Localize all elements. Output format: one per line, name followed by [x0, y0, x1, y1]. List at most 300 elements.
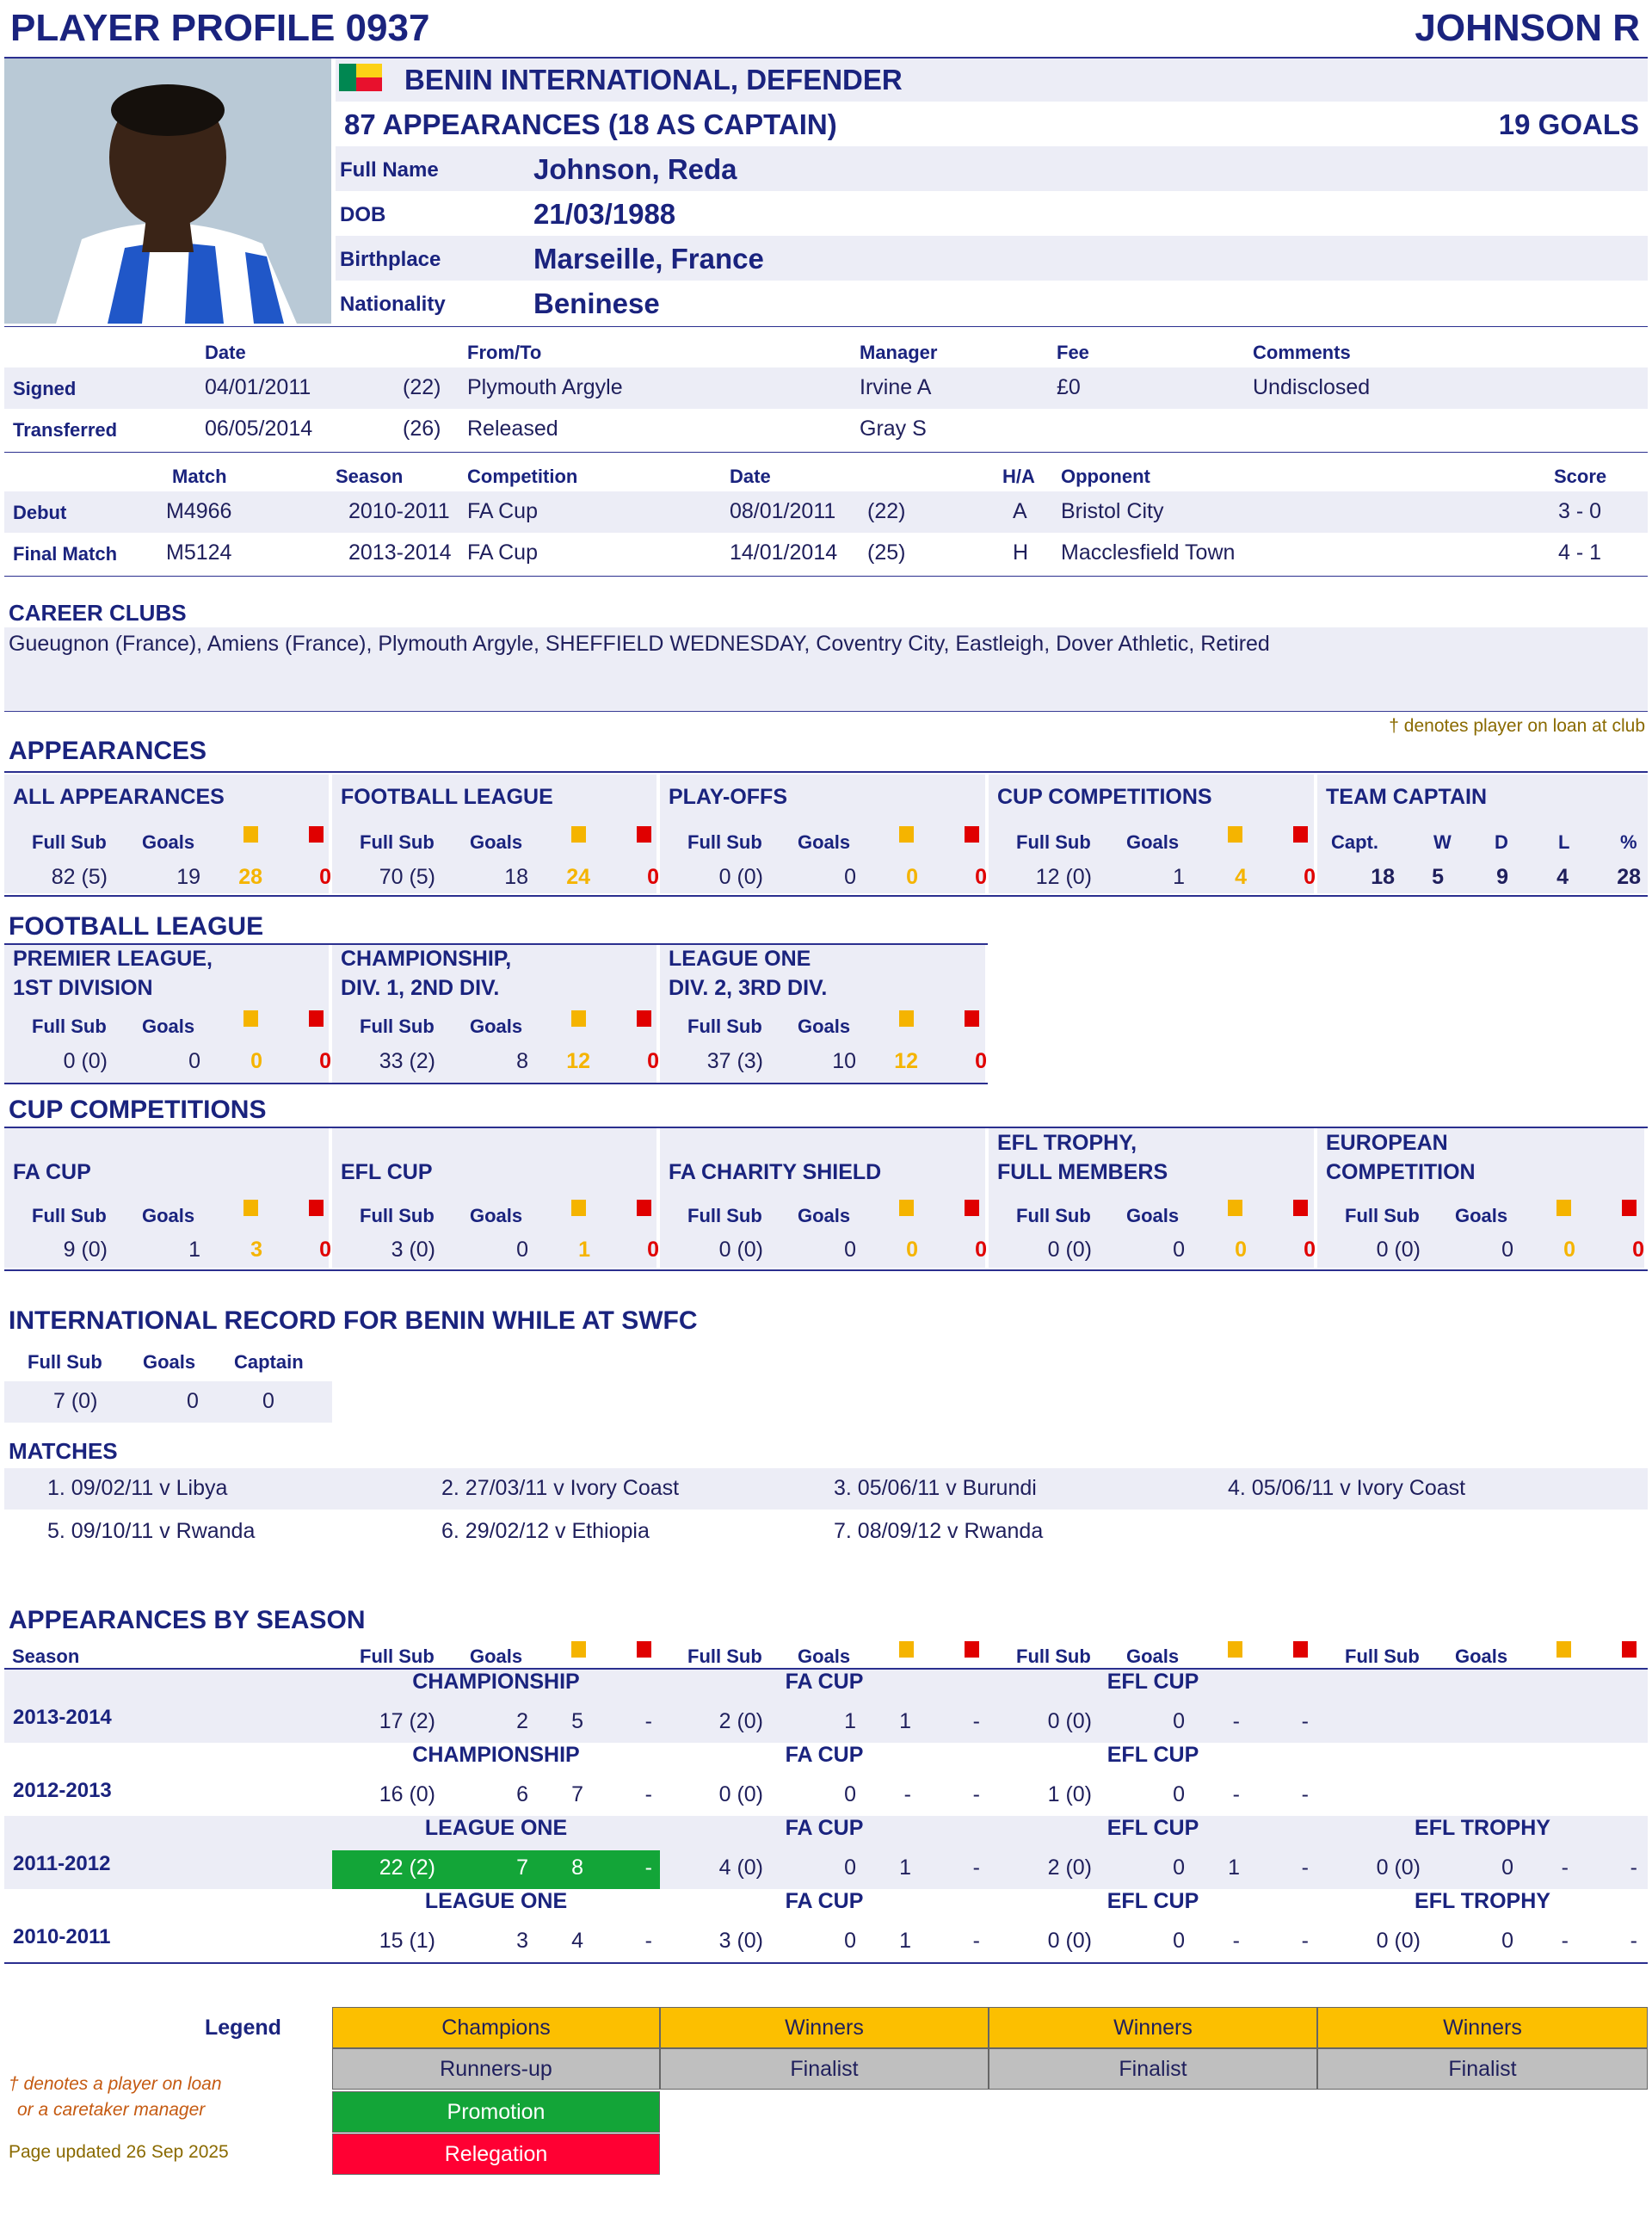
- yellow-cards-value: 0: [906, 865, 918, 889]
- full-sub-value: 37 (3): [706, 1049, 763, 1073]
- col-header-goals: Goals: [470, 831, 523, 853]
- stat-block: [332, 1128, 660, 1268]
- stat-block-title: FA CUP: [13, 1160, 91, 1184]
- comments: Undisclosed: [1253, 375, 1371, 399]
- stat-block-title: 1ST DIVISION: [13, 976, 153, 1000]
- transfer-row-signed: [4, 367, 1648, 409]
- red-cards-value: -: [1301, 1709, 1309, 1733]
- yellow-cards-value: 3: [250, 1238, 262, 1262]
- yellow-cards-value: 0: [1235, 1238, 1247, 1262]
- season-col-header-full-sub: Full Sub: [1345, 1646, 1420, 1667]
- yellow-card-icon: [1556, 1641, 1571, 1658]
- red-card-icon: [309, 1200, 324, 1216]
- goals-value: 19: [176, 865, 200, 889]
- goals-value: 1: [844, 1709, 856, 1733]
- page-updated: Page updated 26 Sep 2025: [9, 2142, 229, 2162]
- stat-block-bg: [660, 1128, 985, 1268]
- col-header-full-sub: Full Sub: [1016, 1205, 1091, 1226]
- page-title: PLAYER PROFILE 0937: [10, 7, 430, 49]
- intl-full-sub: 7 (0): [53, 1389, 98, 1413]
- season-col-header-goals: Goals: [470, 1646, 523, 1667]
- col-header-full-sub: Full Sub: [360, 1016, 435, 1037]
- age: (22): [403, 375, 441, 399]
- full-sub-value: 0 (0): [718, 865, 763, 889]
- captain-col-header: D: [1495, 831, 1508, 853]
- red-cards-value: 0: [975, 1238, 987, 1262]
- col-header-goals: Goals: [470, 1205, 523, 1226]
- competition-name: CHAMPIONSHIP: [412, 1670, 580, 1694]
- intl-matches-row-1: [4, 1468, 1648, 1510]
- yellow-card-icon: [1228, 1641, 1242, 1658]
- red-cards-value: 0: [319, 865, 331, 889]
- captain-col-header: Capt.: [1331, 831, 1378, 853]
- yellow-card-icon: [899, 1641, 914, 1658]
- intl-match: 7. 08/09/12 v Rwanda: [834, 1519, 1044, 1543]
- legend-runners-up: Runners-up: [332, 2048, 660, 2090]
- stat-block: [1317, 1128, 1648, 1268]
- col-header-match: Match: [172, 466, 227, 487]
- total-appearances: 87 APPEARANCES (18 AS CAPTAIN): [344, 108, 837, 140]
- red-cards-value: -: [972, 1929, 980, 1953]
- red-card-icon: [965, 826, 979, 843]
- legend-champions: Champions: [332, 2007, 660, 2048]
- red-card-icon: [1622, 1200, 1637, 1216]
- stat-block: [660, 1128, 989, 1268]
- col-header-comments: Comments: [1253, 342, 1351, 363]
- goals-value: 0: [1173, 1855, 1185, 1880]
- stat-block-title: DIV. 1, 2ND DIV.: [341, 976, 500, 1000]
- competition-name: CHAMPIONSHIP: [412, 1743, 580, 1767]
- legend-title: Legend: [205, 2016, 281, 2040]
- yellow-cards-value: 0: [1563, 1238, 1575, 1262]
- player-photo: [4, 59, 331, 324]
- yellow-card-icon: [243, 826, 258, 843]
- red-cards-value: 0: [319, 1238, 331, 1262]
- yellow-card-icon: [899, 1200, 914, 1216]
- red-card-icon: [965, 1010, 979, 1027]
- full-sub-value: 4 (0): [718, 1855, 763, 1880]
- legend-relegation: Relegation: [332, 2133, 660, 2175]
- role-text: BENIN INTERNATIONAL, DEFENDER: [404, 64, 903, 96]
- yellow-cards-value: 7: [571, 1782, 583, 1806]
- col-header-full-sub: Full Sub: [360, 1205, 435, 1226]
- home-away: A: [1013, 499, 1027, 523]
- yellow-cards-value: -: [1561, 1855, 1569, 1880]
- competition-name: FA CUP: [785, 1889, 864, 1913]
- captain-col-header: %: [1620, 831, 1637, 853]
- red-cards-value: 0: [975, 865, 987, 889]
- date: 06/05/2014: [205, 417, 313, 441]
- red-cards-value: -: [644, 1929, 652, 1953]
- competition-name: FA CUP: [785, 1670, 864, 1694]
- captain-col-value: 28: [1617, 865, 1641, 889]
- season-col-header-goals: Goals: [798, 1646, 851, 1667]
- col-header-fee: Fee: [1057, 342, 1089, 363]
- detail-row: [336, 146, 1648, 191]
- red-card-icon: [1293, 1200, 1308, 1216]
- yellow-cards-value: 5: [571, 1709, 583, 1733]
- competition: FA Cup: [467, 499, 538, 523]
- season-label: 2012-2013: [13, 1779, 112, 1802]
- col-header-season: Season: [336, 466, 404, 487]
- goals-value: 2: [516, 1709, 528, 1733]
- total-goals: 19 GOALS: [1498, 108, 1639, 140]
- manager: Gray S: [860, 417, 927, 441]
- detail-row: [336, 281, 1648, 325]
- goals-value: 0: [1501, 1238, 1513, 1262]
- stat-block: [332, 775, 660, 893]
- legend-promotion: Promotion: [332, 2091, 660, 2133]
- international-title: INTERNATIONAL RECORD FOR BENIN WHILE AT SWFC: [9, 1306, 698, 1335]
- competition-name: FA CUP: [785, 1816, 864, 1840]
- red-cards-value: 0: [1632, 1238, 1644, 1262]
- full-sub-value: 82 (5): [51, 865, 108, 889]
- competition-name: EFL TROPHY: [1415, 1889, 1550, 1913]
- score: 3 - 0: [1558, 499, 1602, 523]
- col-header-goals: Goals: [1126, 831, 1180, 853]
- full-sub-value: 0 (0): [1047, 1238, 1092, 1262]
- red-cards-value: -: [1301, 1855, 1309, 1880]
- full-sub-value: 0 (0): [1047, 1709, 1092, 1733]
- col-header-goals: Goals: [142, 1016, 195, 1037]
- red-cards-value: -: [644, 1709, 652, 1733]
- full-sub-value: 1 (0): [1047, 1782, 1092, 1806]
- goals-value: 10: [832, 1049, 856, 1073]
- season: 2010-2011: [348, 499, 450, 523]
- stat-block-title: FULL MEMBERS: [997, 1160, 1168, 1184]
- full-sub-value: 2 (0): [1047, 1855, 1092, 1880]
- opponent: Macclesfield Town: [1061, 540, 1236, 565]
- full-sub-value: 16 (0): [379, 1782, 435, 1806]
- transfer-row-transferred: [4, 409, 1648, 450]
- red-cards-value: 0: [647, 865, 659, 889]
- detail-label: Full Name: [340, 158, 439, 182]
- competition-name: LEAGUE ONE: [424, 1889, 568, 1913]
- detail-value: Marseille, France: [533, 243, 764, 275]
- red-card-icon: [637, 1641, 651, 1658]
- col-header-ha: H/A: [1002, 466, 1035, 487]
- intl-matches-row-2: [4, 1511, 1648, 1553]
- red-card-icon: [309, 1010, 324, 1027]
- stat-block: [989, 1128, 1317, 1268]
- competition-name: EFL CUP: [1106, 1670, 1199, 1694]
- competition: FA Cup: [467, 540, 538, 565]
- captain-col-header: L: [1558, 831, 1570, 853]
- club: Plymouth Argyle: [467, 375, 623, 399]
- yellow-cards-value: 24: [566, 865, 590, 889]
- yellow-card-icon: [1556, 1200, 1571, 1216]
- captain-col-value: 4: [1556, 865, 1569, 889]
- intl-match: 4. 05/06/11 v Ivory Coast: [1228, 1476, 1466, 1500]
- goals-value: 0: [1173, 1709, 1185, 1733]
- cups-title: CUP COMPETITIONS: [9, 1096, 267, 1124]
- full-sub-value: 9 (0): [63, 1238, 108, 1262]
- manager: Irvine A: [860, 375, 932, 399]
- col-header-competition: Competition: [467, 466, 578, 487]
- goals-value: 0: [1173, 1929, 1185, 1953]
- stat-block-title: CHAMPIONSHIP,: [341, 947, 512, 971]
- intl-goals: 0: [187, 1389, 199, 1413]
- detail-label: DOB: [340, 203, 386, 226]
- red-card-icon: [637, 1010, 651, 1027]
- goals-value: 8: [516, 1049, 528, 1073]
- goals-value: 7: [516, 1855, 528, 1880]
- stat-block: [332, 945, 660, 1083]
- intl-match: 3. 05/06/11 v Burundi: [834, 1476, 1037, 1500]
- age: (25): [867, 540, 906, 565]
- club: Released: [467, 417, 558, 441]
- season-row: [4, 1743, 1648, 1816]
- full-sub-value: 0 (0): [1376, 1855, 1421, 1880]
- role-row: [336, 59, 1648, 102]
- career-title: CAREER CLUBS: [9, 600, 187, 626]
- full-sub-value: 0 (0): [1047, 1929, 1092, 1953]
- goals-value: 0: [1501, 1929, 1513, 1953]
- col-header-full-sub: Full Sub: [32, 1016, 107, 1037]
- col-header-full-sub: Full Sub: [32, 1205, 107, 1226]
- yellow-cards-value: 4: [571, 1929, 583, 1953]
- intl-match: 5. 09/10/11 v Rwanda: [47, 1519, 256, 1543]
- legend-winners: Winners: [989, 2007, 1317, 2048]
- captain-col-value: 18: [1371, 865, 1395, 889]
- col-header-full-sub: Full Sub: [687, 1205, 762, 1226]
- yellow-cards-value: -: [1232, 1929, 1240, 1953]
- intl-header-goals: Goals: [143, 1351, 196, 1373]
- opponent: Bristol City: [1061, 499, 1164, 523]
- red-cards-value: -: [1301, 1782, 1309, 1806]
- yellow-cards-value: 0: [906, 1238, 918, 1262]
- intl-captain: 0: [262, 1389, 274, 1413]
- career-clubs-text: Gueugnon (France), Amiens (France), Plymouth Argyle, SHEFFIELD WEDNESDAY, Coventry City, Eastleigh, Dover Athletic, Retired: [9, 632, 1270, 656]
- debut-row: [4, 491, 1648, 533]
- col-header-goals: Goals: [798, 831, 851, 853]
- legend-finalist: Finalist: [989, 2048, 1317, 2090]
- detail-row: [336, 236, 1648, 281]
- goals-value: 18: [504, 865, 528, 889]
- full-sub-value: 12 (0): [1035, 865, 1092, 889]
- age: (22): [867, 499, 906, 523]
- yellow-cards-value: -: [903, 1782, 911, 1806]
- col-header-date: Date: [205, 342, 246, 363]
- yellow-cards-value: 1: [578, 1238, 590, 1262]
- red-card-icon: [637, 1200, 651, 1216]
- season-row: [4, 1670, 1648, 1743]
- captain-col-value: 9: [1496, 865, 1508, 889]
- season-label: 2011-2012: [13, 1852, 111, 1875]
- goals-value: 0: [1173, 1238, 1185, 1262]
- stat-block-title: CUP COMPETITIONS: [997, 785, 1212, 809]
- full-sub-value: 33 (2): [379, 1049, 435, 1073]
- legend-winners: Winners: [660, 2007, 989, 2048]
- yellow-cards-value: 8: [571, 1855, 583, 1880]
- goals-value: 0: [844, 1929, 856, 1953]
- goals-value: 0: [844, 1782, 856, 1806]
- yellow-cards-value: 12: [894, 1049, 918, 1073]
- intl-matches-title: MATCHES: [9, 1438, 118, 1464]
- yellow-card-icon: [899, 1010, 914, 1027]
- goals-value: 0: [1501, 1855, 1513, 1880]
- col-header-from-to: From/To: [467, 342, 542, 363]
- yellow-card-icon: [1228, 826, 1242, 843]
- match-id: M5124: [166, 540, 232, 565]
- red-cards-value: -: [972, 1782, 980, 1806]
- yellow-cards-value: 0: [250, 1049, 262, 1073]
- legend-winners: Winners: [1317, 2007, 1648, 2048]
- loan-note: † denotes player on loan at club: [1389, 716, 1645, 736]
- red-cards-value: 0: [647, 1049, 659, 1073]
- goals-value: 0: [1173, 1782, 1185, 1806]
- col-header-full-sub: Full Sub: [1016, 831, 1091, 853]
- season-col-header-goals: Goals: [1455, 1646, 1508, 1667]
- competition-name: EFL CUP: [1106, 1889, 1199, 1913]
- stat-block-title: ALL APPEARANCES: [13, 785, 225, 809]
- intl-match: 6. 29/02/12 v Ethiopia: [441, 1519, 650, 1543]
- competition-name: FA CUP: [785, 1743, 864, 1767]
- legend-note-2: or a caretaker manager: [17, 2100, 206, 2120]
- col-header-manager: Manager: [860, 342, 938, 363]
- captain-col-value: 5: [1432, 865, 1444, 889]
- intl-match: 2. 27/03/11 v Ivory Coast: [441, 1476, 680, 1500]
- yellow-cards-value: 28: [238, 865, 262, 889]
- date: 14/01/2014: [730, 540, 838, 565]
- appearances-title: APPEARANCES: [9, 737, 207, 765]
- league-title: FOOTBALL LEAGUE: [9, 912, 264, 941]
- intl-header-full-sub: Full Sub: [28, 1351, 102, 1373]
- full-sub-value: 0 (0): [1376, 1238, 1421, 1262]
- red-cards-value: 0: [1304, 865, 1316, 889]
- goals-value: 1: [1173, 865, 1185, 889]
- goals-value: 6: [516, 1782, 528, 1806]
- col-header-opponent: Opponent: [1061, 466, 1150, 487]
- red-cards-value: -: [972, 1855, 980, 1880]
- col-header-full-sub: Full Sub: [687, 831, 762, 853]
- col-header-goals: Goals: [1126, 1205, 1180, 1226]
- red-card-icon: [1293, 826, 1308, 843]
- intl-stats-row: [4, 1381, 332, 1423]
- stat-block-title: DIV. 2, 3RD DIV.: [669, 976, 828, 1000]
- red-card-icon: [1622, 1641, 1637, 1658]
- row-label: Debut: [13, 502, 67, 523]
- intl-header-captain: Captain: [234, 1351, 304, 1373]
- red-cards-value: -: [972, 1709, 980, 1733]
- season-col-header-full-sub: Full Sub: [687, 1646, 762, 1667]
- player-short-name: JOHNSON R: [1415, 7, 1640, 49]
- full-sub-value: 0 (0): [63, 1049, 108, 1073]
- competition-name: EFL CUP: [1106, 1743, 1199, 1767]
- legend-finalist: Finalist: [1317, 2048, 1648, 2090]
- season-col-header-full-sub: Full Sub: [1016, 1646, 1091, 1667]
- red-cards-value: -: [644, 1782, 652, 1806]
- stat-block-title: FOOTBALL LEAGUE: [341, 785, 553, 809]
- stat-block-title: EFL CUP: [341, 1160, 433, 1184]
- col-header-goals: Goals: [798, 1205, 851, 1226]
- yellow-cards-value: 1: [899, 1929, 911, 1953]
- full-sub-value: 2 (0): [718, 1709, 763, 1733]
- intl-match: 1. 09/02/11 v Libya: [47, 1476, 228, 1500]
- detail-value: 21/03/1988: [533, 198, 676, 230]
- col-header-goals: Goals: [798, 1016, 851, 1037]
- yellow-cards-value: 4: [1235, 865, 1247, 889]
- yellow-cards-value: -: [1561, 1929, 1569, 1953]
- detail-value: Johnson, Reda: [533, 153, 737, 185]
- team-captain-title: TEAM CAPTAIN: [1326, 785, 1488, 809]
- season-col-header-goals: Goals: [1126, 1646, 1180, 1667]
- red-cards-value: -: [1630, 1929, 1637, 1953]
- yellow-card-icon: [243, 1010, 258, 1027]
- stat-block-title: EFL TROPHY,: [997, 1131, 1137, 1155]
- competition-name: EFL TROPHY: [1415, 1816, 1550, 1840]
- full-sub-value: 22 (2): [379, 1855, 435, 1880]
- season-row: [4, 1889, 1648, 1962]
- full-sub-value: 0 (0): [718, 1782, 763, 1806]
- season-row: [4, 1816, 1648, 1889]
- col-header-date: Date: [730, 466, 771, 487]
- season-label: 2010-2011: [13, 1925, 111, 1948]
- full-sub-value: 17 (2): [379, 1709, 435, 1733]
- red-cards-value: -: [1630, 1855, 1637, 1880]
- yellow-card-icon: [243, 1200, 258, 1216]
- stat-block: [660, 775, 989, 893]
- col-header-full-sub: Full Sub: [687, 1016, 762, 1037]
- col-header-full-sub: Full Sub: [32, 831, 107, 853]
- yellow-cards-value: 1: [899, 1709, 911, 1733]
- red-card-icon: [965, 1641, 979, 1658]
- competition-name: EFL CUP: [1106, 1816, 1199, 1840]
- row-label: Final Match: [13, 543, 118, 565]
- red-cards-value: 0: [1304, 1238, 1316, 1262]
- season-label: 2013-2014: [13, 1706, 112, 1729]
- red-cards-value: -: [644, 1855, 652, 1880]
- yellow-cards-value: 12: [566, 1049, 590, 1073]
- yellow-cards-value: 1: [899, 1855, 911, 1880]
- full-sub-value: 3 (0): [391, 1238, 435, 1262]
- detail-row: [336, 191, 1648, 236]
- full-sub-value: 70 (5): [379, 865, 435, 889]
- stat-block-title: PREMIER LEAGUE,: [13, 947, 213, 971]
- red-card-icon: [309, 826, 324, 843]
- row-label: Signed: [13, 378, 77, 399]
- goals-value: 3: [516, 1929, 528, 1953]
- stat-block-title: EUROPEAN: [1326, 1131, 1448, 1155]
- season-col-header-full-sub: Full Sub: [360, 1646, 435, 1667]
- captain-col-header: W: [1433, 831, 1452, 853]
- goals-value: 0: [844, 1855, 856, 1880]
- legend-note-1: † denotes a player on loan: [9, 2074, 222, 2094]
- yellow-cards-value: -: [1232, 1709, 1240, 1733]
- red-card-icon: [965, 1200, 979, 1216]
- season: 2013-2014: [348, 540, 452, 565]
- score: 4 - 1: [1558, 540, 1602, 565]
- goals-value: 0: [844, 1238, 856, 1262]
- yellow-card-icon: [571, 1641, 586, 1658]
- full-sub-value: 0 (0): [1376, 1929, 1421, 1953]
- stat-block: [989, 775, 1317, 893]
- fee: £0: [1057, 375, 1081, 399]
- appearances-row: [336, 102, 1648, 146]
- competition-name: LEAGUE ONE: [424, 1816, 568, 1840]
- career-clubs: [4, 627, 1648, 710]
- match-id: M4966: [166, 499, 232, 523]
- benin-flag-icon: [339, 64, 382, 91]
- stat-block-title: LEAGUE ONE: [669, 947, 811, 971]
- yellow-cards-value: -: [1232, 1782, 1240, 1806]
- final-match-row: [4, 533, 1648, 574]
- col-header-goals: Goals: [1455, 1205, 1508, 1226]
- col-header-full-sub: Full Sub: [360, 831, 435, 853]
- stat-block-title: PLAY-OFFS: [669, 785, 787, 809]
- date: 04/01/2011: [205, 375, 311, 399]
- goals-value: 0: [188, 1049, 200, 1073]
